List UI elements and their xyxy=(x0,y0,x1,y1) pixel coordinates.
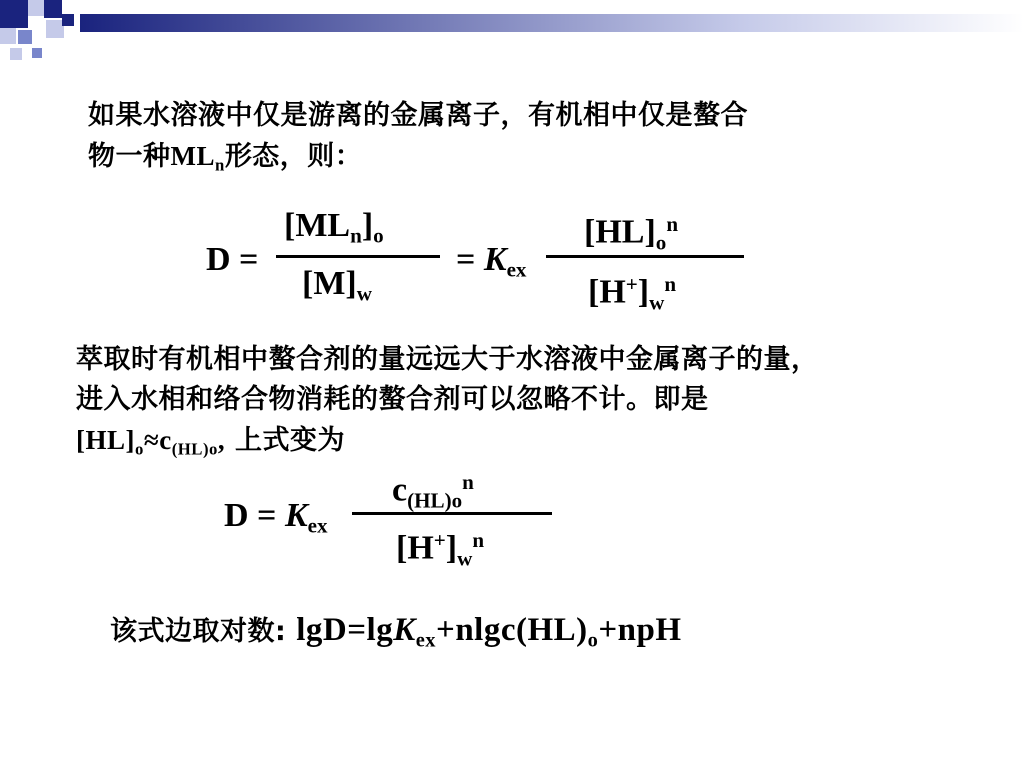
eq1-den1-m: [M] xyxy=(302,265,357,302)
eq1-frac1-line xyxy=(276,255,440,258)
decor-square xyxy=(44,0,62,18)
eq1-num1-open: [ML xyxy=(284,207,351,244)
para2-line3 xyxy=(76,422,345,467)
para2-line2: 进入水相和络合物消耗的螯合剂可以忽略不计。即是 xyxy=(76,384,709,415)
eq2-ex: ex xyxy=(307,513,328,538)
eq1-den2-close: ] xyxy=(637,273,650,311)
para1-line2-post: 形态，则： xyxy=(224,141,363,172)
decor-square xyxy=(10,48,22,60)
eq1-ex: ex xyxy=(506,257,527,282)
eq1-equals-k xyxy=(456,240,526,290)
para2-approx-c: ≈c xyxy=(143,425,172,455)
eq2-den-n: n xyxy=(472,528,485,552)
eq1-den1-w: w xyxy=(356,281,372,306)
eq2-den-w: w xyxy=(457,546,473,571)
para2-comma: , xyxy=(217,425,226,455)
eq2-d-lhs xyxy=(224,496,328,546)
eq1-num1 xyxy=(284,206,384,256)
eq2-num-sub: (HL)o xyxy=(407,488,463,513)
para1-ml: ML xyxy=(170,141,215,171)
decor-square xyxy=(62,14,74,26)
log-expr-post: +npH xyxy=(598,612,682,648)
log-label: 该式边取对数: xyxy=(110,616,287,647)
log-line xyxy=(110,612,682,659)
eq1-eq-sign: = xyxy=(456,241,476,278)
para2-c-sub: (HL)o xyxy=(171,439,218,459)
eq1-num1-n: n xyxy=(350,223,362,248)
eq2-den xyxy=(396,520,484,578)
decor-square xyxy=(32,48,42,58)
eq1-num2 xyxy=(584,204,678,262)
eq2-den-plus: + xyxy=(433,528,446,552)
eq2-num-c: c xyxy=(392,471,408,509)
eq1-den2-w: w xyxy=(649,290,665,315)
eq1-den2-h: [H xyxy=(588,273,626,311)
log-k: K xyxy=(393,612,416,648)
eq1-den2-plus: + xyxy=(625,272,638,296)
eq1-d-lhs: D = xyxy=(206,241,259,278)
eq1-frac2-line xyxy=(546,255,744,258)
log-expr-pre: lgD=lg xyxy=(296,612,394,648)
para2-hl: [HL] xyxy=(76,425,135,455)
para1-ml-n: n xyxy=(215,155,225,175)
eq1-num2-hl: [HL] xyxy=(584,213,656,251)
para2-o: o xyxy=(135,439,144,459)
eq2-den-h: [H xyxy=(396,529,434,567)
para1-line1: 如果水溶液中仅是游离的金属离子，有机相中仅是螯合 xyxy=(88,100,748,131)
eq2-d: D = xyxy=(224,497,277,534)
decor-square xyxy=(0,0,28,28)
decor-square xyxy=(18,30,32,44)
eq2-den-close: ] xyxy=(445,529,458,567)
eq1-num1-o: o xyxy=(373,223,384,248)
decor-square xyxy=(0,28,16,44)
eq1-den2 xyxy=(588,264,676,322)
eq1-num2-n: n xyxy=(666,212,679,236)
eq2-frac-line xyxy=(352,512,552,515)
para1-line2 xyxy=(88,138,362,183)
eq1-k: K xyxy=(483,241,507,278)
log-expr xyxy=(296,612,682,652)
eq1-den1 xyxy=(302,264,372,314)
decor-square xyxy=(28,0,44,16)
log-o: o xyxy=(587,629,599,652)
para2-line1: 萃取时有机相中螯合剂的量远远大于水溶液中金属离子的量， xyxy=(76,344,819,375)
para1-line2-pre: 物一种 xyxy=(88,141,171,172)
eq2-k: K xyxy=(284,497,308,534)
eq1-den2-n: n xyxy=(664,272,677,296)
eq2-num-n: n xyxy=(462,470,474,494)
top-gradient-bar xyxy=(80,14,1024,32)
para2-line3-text: 上式变为 xyxy=(225,425,346,456)
log-expr-mid: +nlgc(HL) xyxy=(436,612,588,648)
eq1-num2-o: o xyxy=(655,230,667,255)
log-ex: ex xyxy=(415,629,437,652)
eq1-num1-close: ] xyxy=(361,207,374,244)
